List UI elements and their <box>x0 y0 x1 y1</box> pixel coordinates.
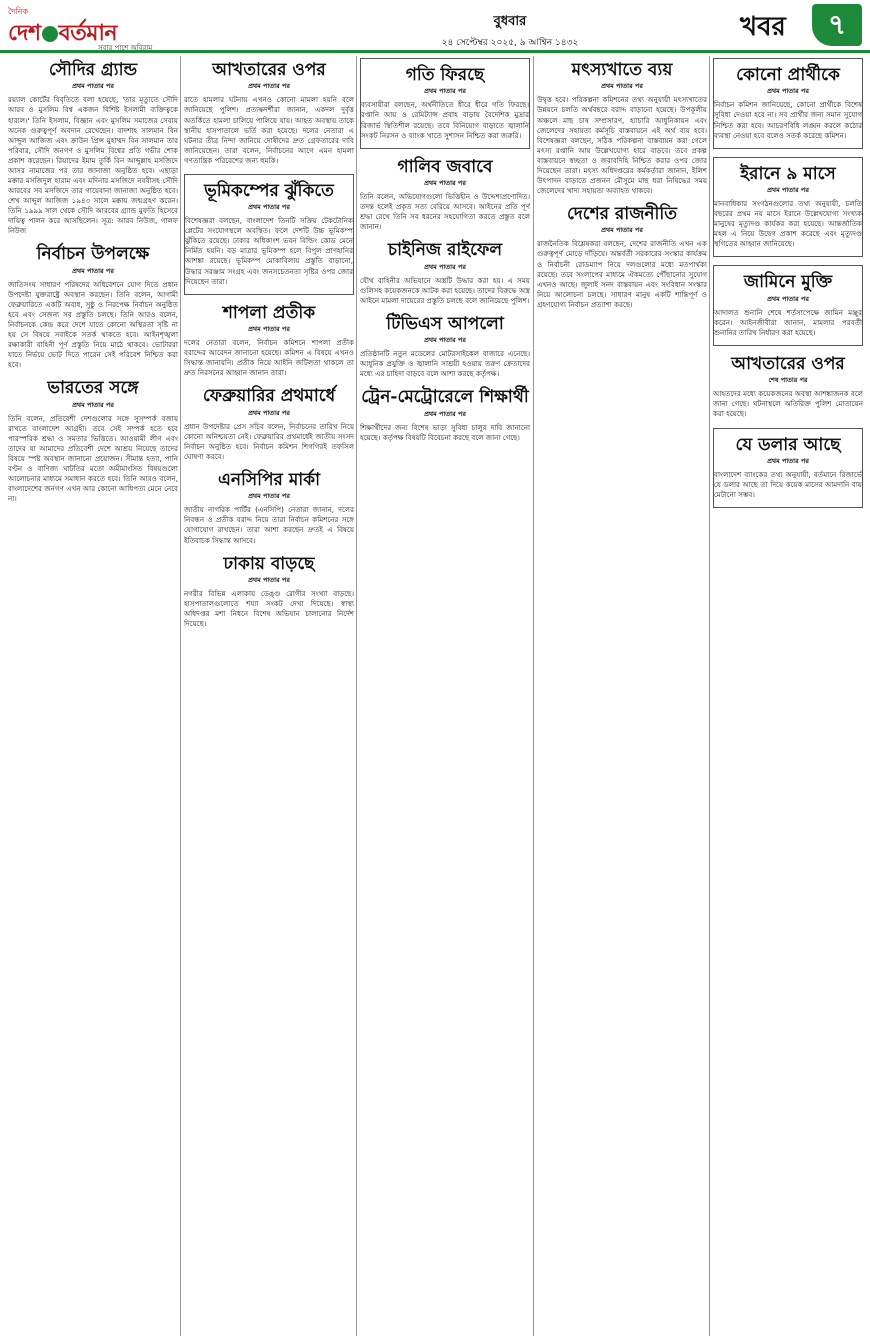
story-body: জাতীয় নাগরিক পার্টির (এনসিপি) নেতারা জানান, দলের নিবন্ধন ও প্রতীক বরাদ্দ নিয়ে তারা নির্বাচন কমিশনের সঙ্গে যোগাযোগ রাখছেন। তারা আশা করছেন দ্রুতই এ বিষয়ে ইতিবাচক সিদ্ধান্ত আসবে। <box>184 505 354 545</box>
news-story <box>8 60 178 236</box>
news-story <box>184 554 354 630</box>
news-story <box>713 354 863 420</box>
story-byline: প্রথম পাতার পর <box>424 409 466 418</box>
story-body: রয়্যাল কোর্টের বিবৃতিতে বলা হয়েছে, 'তার মৃত্যুতে সৌদি আরব ও মুসলিম বিশ্ব একজন বিশিষ্ট ইসলামী ব্যক্তিত্বকে হারাল।' তিনি ইসলাম, বিজ্ঞান এবং মুসলিম সমাজের সেবায় অনেক গুরুত্বপূর্ণ অবদান রেখেছেন। বাদশাহ সালমান বিন আব্দুল আজিজ এবং ক্রাউন প্রিন্স মুহাম্মদ বিন সালমান তার পরিবার, সৌদি জনগণ ও মুসলিম বিশ্বের প্রতি গভীর শোক প্রকাশ করেছেন। রিয়াদের ইমাম তুর্কি বিন আব্দুল্লাহ মসজিদে আসর নামাজের পর তার জানাজা অনুষ্ঠিত হবে। এছাড়া মক্কার মসজিদুল হারাম এবং মদিনার মসজিদে নববীসহ সৌদি আরবের সব মসজিদে তার গায়েবানা জানাজা অনুষ্ঠিত হবে। শেখ আব্দুল আজিজ ১৯৪৩ সালে মক্কায় জন্মগ্রহণ করেন। তিনি ১৯৯৯ সাল থেকে সৌদি আরবের গ্র্যান্ড মুফতি হিসেবে দায়িত্ব পালন করে আসছিলেন। সূত্র: আরব নিউজ, গালফ নিউজ <box>8 95 178 236</box>
story-body: আদালত শুনানি শেষে শর্তসাপেক্ষে জামিন মঞ্জুর করেন। আইনজীবীরা জানান, মামলার পরবর্তী শুনানির তারিখ নির্ধারণ করা হয়েছে। <box>714 307 862 337</box>
column-divider <box>533 56 534 1336</box>
story-headline[interactable]: ভারতের সঙ্গে <box>47 378 139 399</box>
news-story <box>184 386 354 462</box>
story-byline: প্রথম পাতার পর <box>72 400 114 409</box>
story-body: তিনি বলেন, অভিযোগগুলো ভিত্তিহীন ও উদ্দেশ্যপ্রণোদিত। তদন্ত হলেই প্রকৃত সত্য বেরিয়ে আসবে। আইনের প্রতি পূর্ণ শ্রদ্ধা রেখে তিনি সব ধরনের সহযোগিতা করতে প্রস্তুত বলে জানান। <box>360 192 530 232</box>
story-headline[interactable]: চাইনিজ রাইফেল <box>387 240 503 261</box>
story-byline: প্রথম পাতার পর <box>424 262 466 271</box>
news-story <box>8 244 178 370</box>
story-body: শিক্ষার্থীদের জন্য বিশেষ ভাড়া সুবিধা চালুর দাবি জানানো হয়েছে। কর্তৃপক্ষ বিষয়টি বিবেচনা করছে বলে জানা গেছে। <box>360 422 530 442</box>
logo-name-part-2: বর্তমান <box>58 21 117 46</box>
boxed-news-story <box>713 428 863 509</box>
story-body: বিশেষজ্ঞরা বলছেন, বাংলাদেশ তিনটি সক্রিয় টেকটোনিক প্লেটের সংযোগস্থলে অবস্থিত। ফলে দেশটি উচ্চ ভূমিকম্প ঝুঁকিতে রয়েছে। ঢাকার অধিকাংশ ভবন বিল্ডিং কোড মেনে নির্মিত হয়নি। বড় মাত্রার ভূমিকম্প হলে বিপুল প্রাণহানির আশঙ্কা রয়েছে। ভূমিকম্প মোকাবিলায় প্রস্তুতি বাড়ানো, উদ্ধার সরঞ্জাম সংগ্রহ এবং জনসচেতনতা সৃষ্টির ওপর জোর দিয়েছেন তারা। <box>185 216 353 286</box>
column-divider <box>356 56 357 1336</box>
story-headline[interactable]: কোনো প্রার্থীকে <box>736 65 840 85</box>
masthead <box>0 0 870 53</box>
story-byline: প্রথম পাতার পর <box>248 325 290 334</box>
column-2 <box>184 56 354 1336</box>
story-body: মানবাধিকার সংগঠনগুলোর তথ্য অনুযায়ী, চলতি বছরের প্রথম নয় মাসে ইরানে উল্লেখযোগ্য সংখ্যক মানুষের মৃত্যুদণ্ড কার্যকর করা হয়েছে। আন্তর্জাতিক মহল এ নিয়ে উদ্বেগ প্রকাশ করেছে এবং মৃত্যুদণ্ড স্থগিতের আহ্বান জানিয়েছে। <box>714 199 862 249</box>
story-body: রাতে হামলার ঘটনায় এখনও কোনো মামলা হয়নি বলে জানিয়েছে পুলিশ। প্রত্যক্ষদর্শীরা জানান, একদল দুর্বৃত্ত অতর্কিতে হামলা চালিয়ে পালিয়ে যায়। আহত অবস্থায় তাকে স্থানীয় হাসপাতালে ভর্তি করা হয়েছে। দলের নেতারা এ ঘটনার তীব্র নিন্দা জানিয়ে দোষীদের দ্রুত গ্রেফতারের দাবি জানিয়েছেন। তারা বলেন, নির্বাচনের আগে এমন হামলা গণতান্ত্রিক পরিবেশের জন্য হুমকি। <box>184 95 354 165</box>
story-body: ব্যবসায়ীরা বলছেন, অর্থনীতিতে ধীরে ধীরে গতি ফিরছে। রপ্তানি আয় ও রেমিট্যান্স প্রবাহ বাড়ায় বৈদেশিক মুদ্রার রিজার্ভ স্থিতিশীল রয়েছে। তবে বিনিয়োগ বাড়াতে জ্বালানি সংকট নিরসন ও ব্যাংক খাতে সুশাসন নিশ্চিত করা জরুরি। <box>361 100 529 140</box>
story-headline[interactable]: ফেব্রুয়ারির প্রথমার্ধে <box>202 386 336 407</box>
newspaper-logo <box>8 6 198 52</box>
story-byline: প্রথম পাতার পর <box>248 82 290 91</box>
story-headline[interactable]: মৎস্যখাতে ব্যয় <box>571 60 673 80</box>
story-headline[interactable]: এনসিপির মার্কা <box>217 469 321 490</box>
story-byline: প্রথম পাতার পর <box>601 82 643 91</box>
news-story <box>184 303 354 379</box>
story-headline[interactable]: আখতারের ওপর <box>731 353 845 374</box>
boxed-news-story <box>713 265 863 346</box>
story-headline[interactable]: নির্বাচন উপলক্ষে <box>36 244 150 265</box>
story-headline[interactable]: দেশের রাজনীতি <box>566 204 678 225</box>
story-byline: প্রথম পাতার পর <box>72 82 114 91</box>
column-divider <box>180 56 181 1336</box>
story-headline[interactable]: ভূমিকম্পের ঝুঁকিতে <box>204 180 334 201</box>
column-5 <box>713 56 863 1336</box>
story-byline: প্রথম পাতার পর <box>601 226 643 235</box>
story-headline[interactable]: সৌদির গ্র্যান্ড <box>48 60 138 80</box>
story-byline: প্রথম পাতার পর <box>248 492 290 501</box>
story-byline: প্রথম পাতার পর <box>767 294 809 303</box>
story-body: আহতদের মধ্যে কয়েকজনের অবস্থা আশঙ্কাজনক বলে জানা গেছে। ঘটনাস্থলে অতিরিক্ত পুলিশ মোতায়েন করা হয়েছে। <box>713 389 863 419</box>
story-headline[interactable]: ইরানে ৯ মাসে <box>740 163 836 184</box>
column-1 <box>8 56 178 1336</box>
story-headline[interactable]: টিভিএস আপলো <box>386 313 504 334</box>
story-body: যৌথ বাহিনীর অভিযানে অস্ত্রটি উদ্ধার করা হয়। এ সময় গুলিসহ কয়েকজনকে আটক করা হয়েছে। তাদের বিরুদ্ধে অস্ত্র আইনে মামলা দায়েরের প্রস্তুতি চলছে বলে জানিয়েছে পুলিশ। <box>360 275 530 305</box>
story-byline: প্রথম পাতার পর <box>767 456 809 465</box>
story-body: তিনি বলেন, প্রতিবেশী দেশগুলোর সঙ্গে সুসম্পর্ক বজায় রাখতে বাংলাদেশ আগ্রহী। তবে সেই সম্পর্ক হতে হবে পারস্পরিক শ্রদ্ধা ও সমতার ভিত্তিতে। আওয়ামী লীগ এবং তাদের যা আমাদের প্রতিবেশী দেশে আশ্রয় নিয়েছে তাদের বিষয়ে স্পষ্ট অবস্থান জানানো প্রয়োজন। সীমান্ত হত্যা, পানি বণ্টন ও বাণিজ্য ঘাটতির মতো অমীমাংসিত বিষয়গুলো আলোচনার মাধ্যমে সমাধান করতে হবে। তিনি আরও বলেন, বাংলাদেশের জনগণ এখন আর কোনো আধিপত্য মেনে নেবে না। <box>8 413 178 504</box>
column-4 <box>537 56 707 1336</box>
date-label: ২৪ সেপ্টেম্বর ২০২৫, ৯ আশ্বিন ১৪৩২ <box>441 38 579 48</box>
section-title: খবর <box>740 12 786 42</box>
column-3 <box>360 56 530 1336</box>
column-divider <box>709 56 710 1336</box>
story-headline[interactable]: ঢাকায় বাড়ছে <box>223 553 315 574</box>
day-label: বুধবার <box>493 14 527 29</box>
logo-dot-icon <box>42 26 58 42</box>
news-story <box>537 60 707 196</box>
story-byline: প্রথম পাতার পর <box>767 186 809 195</box>
page-number-badge: ৭ <box>812 4 862 46</box>
story-body: প্রধান উপদেষ্টার প্রেস সচিব বলেন, নির্বাচনের তারিখ নিয়ে কোনো অনিশ্চয়তা নেই। ফেব্রুয়ারির প্রথমার্ধেই জাতীয় সংসদ নির্বাচন অনুষ্ঠিত হবে। নির্বাচন কমিশন শিগগিরই তফসিল ঘোষণা করবে। <box>184 421 354 461</box>
story-body: বাংলাদেশ ব্যাংকের তথ্য অনুযায়ী, বর্তমানে রিজার্ভে যে ডলার আছে তা দিয়ে কয়েক মাসের আমদানি ব্যয় মেটানো সম্ভব। <box>714 469 862 500</box>
story-body: উদ্বৃত্ত হবে। পরিকল্পনা কমিশনের তথ্য অনুযায়ী মৎস্যখাতের উন্নয়নে চলতি অর্থবছরে বরাদ্দ বাড়ানো হয়েছে। উপকূলীয় অঞ্চলে মাছ চাষ সম্প্রসারণ, হ্যাচারি আধুনিকায়ন এবং জেলেদের সহায়তা কর্মসূচি বাস্তবায়নে এই অর্থ ব্যয় হবে। বিশেষজ্ঞরা বলছেন, সঠিক পরিকল্পনা বাস্তবায়ন করা গেলে মৎস্য রপ্তানি আয় উল্লেখযোগ্য হারে বাড়বে। তবে প্রকল্প বাস্তবায়নে স্বচ্ছতা ও জবাবদিহি নিশ্চিত করার ওপর জোর দিয়েছেন তারা। মৎস্য অধিদপ্তরের কর্মকর্তারা জানান, ইলিশ উৎপাদন বাড়াতে প্রজনন মৌসুমে মাছ ধরা নিষিদ্ধের সময় জেলেদের খাদ্য সহায়তা অব্যাহত থাকবে। <box>537 95 707 195</box>
story-headline[interactable]: শাপলা প্রতীক <box>222 302 316 323</box>
news-story <box>360 157 530 233</box>
news-story <box>184 60 354 166</box>
story-byline: প্রথম পাতার পর <box>72 266 114 275</box>
news-story <box>537 204 707 310</box>
news-story <box>360 314 530 380</box>
story-body: নির্বাচন কমিশন জানিয়েছে, কোনো প্রার্থীকে বিশেষ সুবিধা দেওয়া হবে না। সব প্রার্থীর জন্য সমান সুযোগ নিশ্চিত করা হবে। আচরণবিধি লঙ্ঘন করলে কঠোর ব্যবস্থা নেওয়া হবে বলেও সতর্ক করেছে কমিশন। <box>714 100 862 140</box>
boxed-news-story <box>713 157 863 258</box>
story-headline[interactable]: ট্রেন-মেট্রোরেলে শিক্ষার্থী <box>361 387 529 408</box>
story-headline[interactable]: আখতারের ওপর <box>212 60 326 80</box>
story-body: প্রতিষ্ঠানটি নতুন মডেলের মোটরসাইকেল বাজারে এনেছে। আধুনিক প্রযুক্তি ও জ্বালানি সাশ্রয়ী হওয়ায় তরুণ ক্রেতাদের মধ্যে এর চাহিদা বাড়বে বলে আশা করছে কর্তৃপক্ষ। <box>360 349 530 379</box>
story-body: নগরীর বিভিন্ন এলাকায় ডেঙ্গু রোগীর সংখ্যা বাড়ছে। হাসপাতালগুলোতে শয্যা সংকট দেখা দিয়েছে। স্বাস্থ্য অধিদপ্তর মশা নিধনে বিশেষ অভিযান চালানোর নির্দেশ দিয়েছে। <box>184 588 354 629</box>
story-byline: প্রথম পাতার পর <box>424 179 466 188</box>
logo-tagline: সবার পাশে অবিরাম <box>98 44 153 52</box>
dateline <box>300 12 720 50</box>
story-byline: প্রথম পাতার পর <box>248 203 290 212</box>
story-headline[interactable]: জামিনে মুক্তি <box>743 272 833 293</box>
story-byline: প্রথম পাতার পর <box>248 575 290 584</box>
story-byline: প্রথম পাতার পর <box>248 408 290 417</box>
story-body: রাজনৈতিক বিশ্লেষকরা বলছেন, দেশের রাজনীতি এখন এক গুরুত্বপূর্ণ মোড়ে দাঁড়িয়ে। অন্তর্বর্তী সরকারের সংস্কার কার্যক্রম ও নির্বাচনী রোডম্যাপ নিয়ে দলগুলোর মধ্যে মতপার্থক্য রয়েছে। তবে সংলাপের মাধ্যমে ঐকমত্যে পৌঁছানোর সুযোগ এখনও আছে। জুলাই সনদ বাস্তবায়ন এবং সংবিধান সংস্কার নিয়ে আলোচনা চলছে। সাধারণ মানুষ একটি শান্তিপূর্ণ ও গ্রহণযোগ্য নির্বাচন প্রত্যাশা করছে। <box>537 239 707 309</box>
story-headline[interactable]: গতি ফিরছে <box>405 65 485 85</box>
story-headline[interactable]: যে ডলার আছে <box>735 434 841 455</box>
story-byline: প্রথম পাতার পর <box>424 87 466 96</box>
logo-name-part-1: দেশ <box>8 21 41 46</box>
story-body: জাতিসংঘ সাধারণ পরিষদের অধিবেশনে যোগ দিতে প্রধান উপদেষ্টা যুক্তরাষ্ট্রে অবস্থান করছেন। তিনি বলেন, আগামী ফেব্রুয়ারিতে একটি অবাধ, সুষ্ঠু ও নিরপেক্ষ নির্বাচন অনুষ্ঠিত হবে এবং সেজন্য সব প্রস্তুতি চলছে। তিনি আরও বলেন, নির্বাচনকে কেন্দ্র করে দেশে যাতে কোনো অস্থিরতা সৃষ্টি না হয় সে বিষয়ে সবাইকে সতর্ক থাকতে হবে। আইনশৃঙ্খলা রক্ষাকারী বাহিনী পূর্ণ প্রস্তুতি নিয়ে মাঠে থাকবে। ভোটাররা যাতে নির্ভয়ে ভোট দিতে পারেন সেই পরিবেশ নিশ্চিত করা হবে। <box>8 279 178 370</box>
story-byline: প্রথম পাতার পর <box>767 87 809 96</box>
story-headline[interactable]: গালিব জবাবে <box>397 156 493 177</box>
logo-daily-label: দৈনিক <box>8 7 29 16</box>
news-story <box>360 387 530 443</box>
news-story <box>184 470 354 546</box>
story-body: দলের নেতারা বলেন, নির্বাচন কমিশনে শাপলা প্রতীক বরাদ্দের আবেদন জানানো হয়েছে। কমিশন এ বিষয়ে এখনও সিদ্ধান্ত জানায়নি। প্রতীক নিয়ে আইনি জটিলতা থাকলে তা দ্রুত নিরসনের আহ্বান জানান তারা। <box>184 338 354 378</box>
boxed-news-story <box>360 58 530 149</box>
story-byline: শেষ পাতার পর <box>768 376 808 385</box>
news-story <box>360 240 530 306</box>
page-body <box>0 56 870 1336</box>
story-byline: প্রথম পাতার পর <box>424 336 466 345</box>
news-story <box>8 378 178 504</box>
boxed-news-story <box>713 58 863 149</box>
boxed-news-story <box>184 174 354 295</box>
